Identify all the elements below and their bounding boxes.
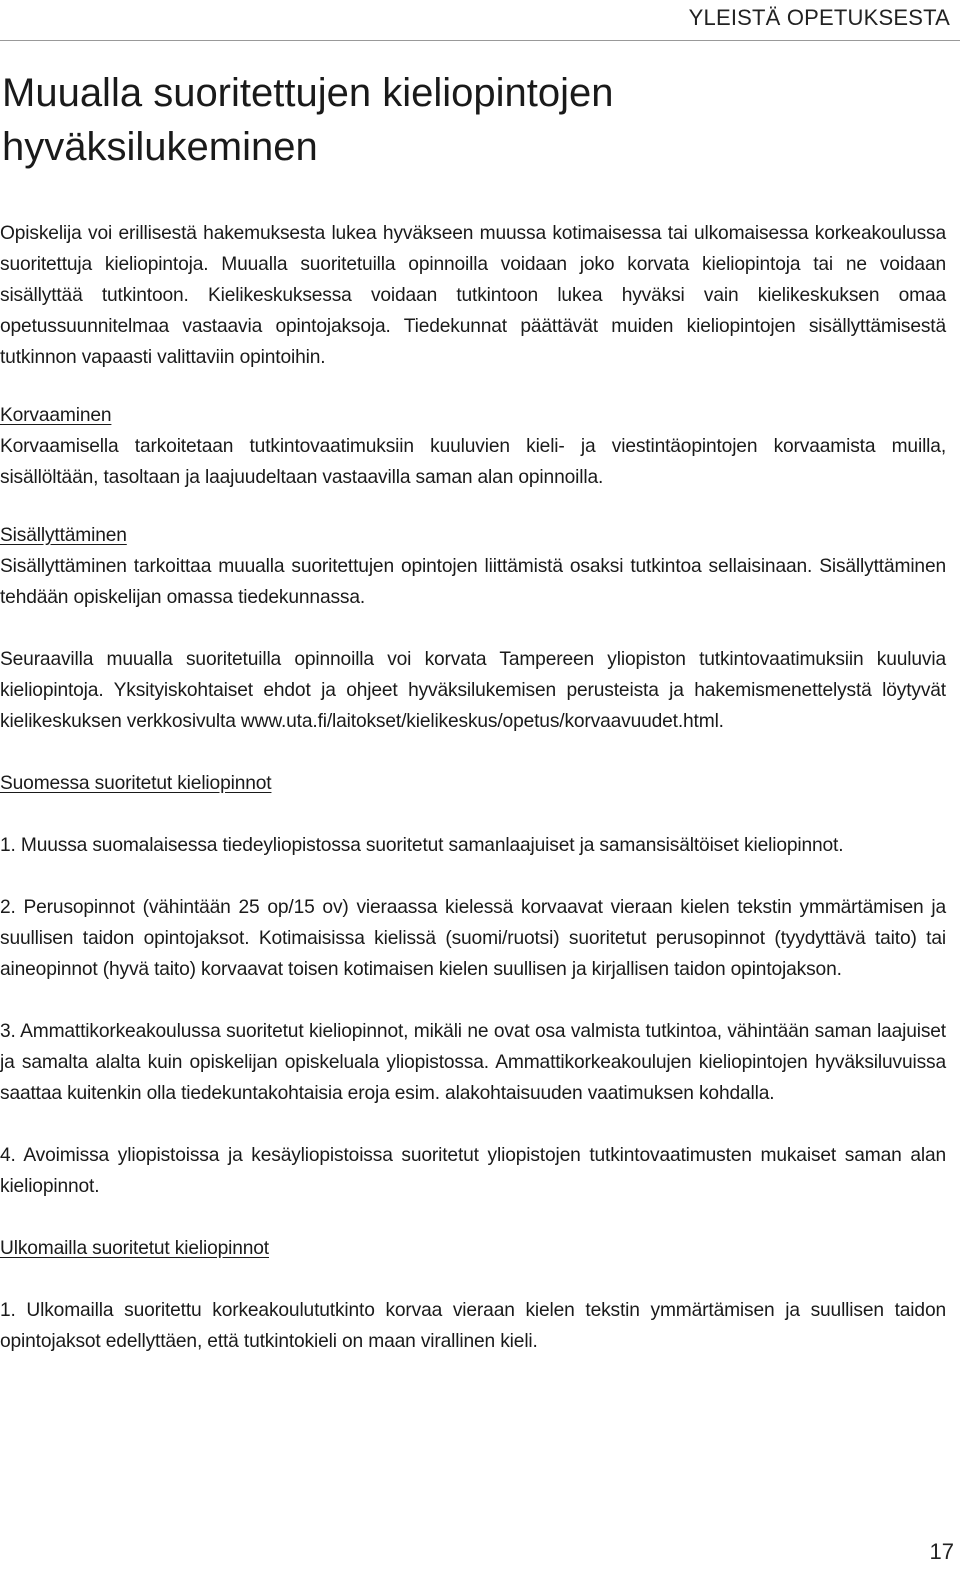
sisallyttaminen-heading: Sisällyttäminen (0, 525, 127, 546)
running-header: YLEISTÄ OPETUKSESTA (688, 5, 950, 30)
page-number: 17 (929, 1539, 954, 1564)
sisallyttaminen-text: Sisällyttäminen tarkoittaa muualla suoritettujen opintojen liittämistä osaksi tutkintoa sellaisinaan. Sisällyttäminen tehdään opiskelijan omassa tiedekunnassa. (0, 556, 946, 608)
suomessa-item-3: 3. Ammattikorkeakoulussa suoritetut kieliopinnot, mikäli ne ovat osa valmista tutkintoa, vähintään saman laajuiset ja samalta alalta kuin opiskelijan opiskeluala yliopistossa. Ammattikorkeakoulujen kieliopintojen hyväksiluvuissa saattaa kuitenkin olla tiedekuntakohtaisia eroja esim. alakohtaisuuden vaatimuksen kohdalla. (0, 1021, 946, 1104)
korvaaminen-text: Korvaamisella tarkoitetaan tutkintovaatimuksiin kuuluvien kieli- ja viestintäopintojen korvaamista muilla, sisällöltään, tasoltaan ja laajuudeltaan vastaavilla saman alan opinnoilla. (0, 436, 946, 488)
suomessa-item-2: 2. Perusopinnot (vähintään 25 op/15 ov) vieraassa kielessä korvaavat vieraan kielen tekstin ymmärtämisen ja suullisen taidon opintojaksot. Kotimaisissa kielissä (suomi/ruotsi) suoritetut perusopinnot (tyydyttävä taito) tai aineopinnot (hyvä taito) korvaavat toisen kotimaisen kielen suullisen ja kirjallisen taidon opintojakson. (0, 897, 946, 980)
page-title-line-1: Muualla suoritettujen kieliopintojen (2, 71, 614, 115)
intro-paragraph: Opiskelija voi erillisestä hakemuksesta lukea hyväkseen muussa kotimaisessa tai ulkomaisessa korkeakoulussa suoritettuja kieliopintoja. Muualla suoritetuilla opinnoilla voidaan joko korvata kieliopintoja tai ne voidaan sisällyttää tutkintoon. Kielikeskuksessa voidaan tutkintoon lukea hyväksi vain kielikeskuksen omaa opetussuunnitelmaa vastaavia opintojaksoja. Tiedekunnat päättävät muiden kieliopintojen sisällyttämisestä tutkinnon vapaasti valittaviin opintoihin. (0, 223, 946, 368)
suomessa-heading: Suomessa suoritetut kieliopinnot (0, 773, 272, 794)
document-body (0, 218, 946, 1357)
korvaaminen-heading: Korvaaminen (0, 405, 112, 426)
korvaaminen-section (0, 400, 946, 493)
suomessa-item-1: 1. Muussa suomalaisessa tiedeyliopistossa suoritetut samanlaajuiset ja samansisältöiset kieliopinnot. (0, 835, 844, 856)
ulkomailla-heading: Ulkomailla suoritetut kieliopinnot (0, 1238, 269, 1259)
page-title-line-2: hyväksilukeminen (2, 125, 318, 169)
seuraavilla-paragraph: Seuraavilla muualla suoritetuilla opinnoilla voi korvata Tampereen yliopiston tutkintovaatimuksiin kuuluvia kieliopintoja. Yksityiskohtaiset ehdot ja ohjeet hyväksilukemisen perusteista ja hakemismenettelystä löytyvät kielikeskuksen verkkosivulta www.uta.fi/laitokset/kielikeskus/opetus/korvaavuudet.html. (0, 649, 946, 732)
suomessa-item-4: 4. Avoimissa yliopistoissa ja kesäyliopistoissa suoritetut yliopistojen tutkintovaatimusten mukaiset saman alan kieliopinnot. (0, 1145, 946, 1197)
page-title (2, 66, 902, 174)
header-divider (0, 40, 960, 41)
sisallyttaminen-section (0, 520, 946, 613)
ulkomailla-item-1: 1. Ulkomailla suoritettu korkeakoulututkinto korvaa vieraan kielen tekstin ymmärtämisen ja suullisen taidon opintojaksot edellyttäen, että tutkintokieli on maan virallinen kieli. (0, 1300, 946, 1352)
